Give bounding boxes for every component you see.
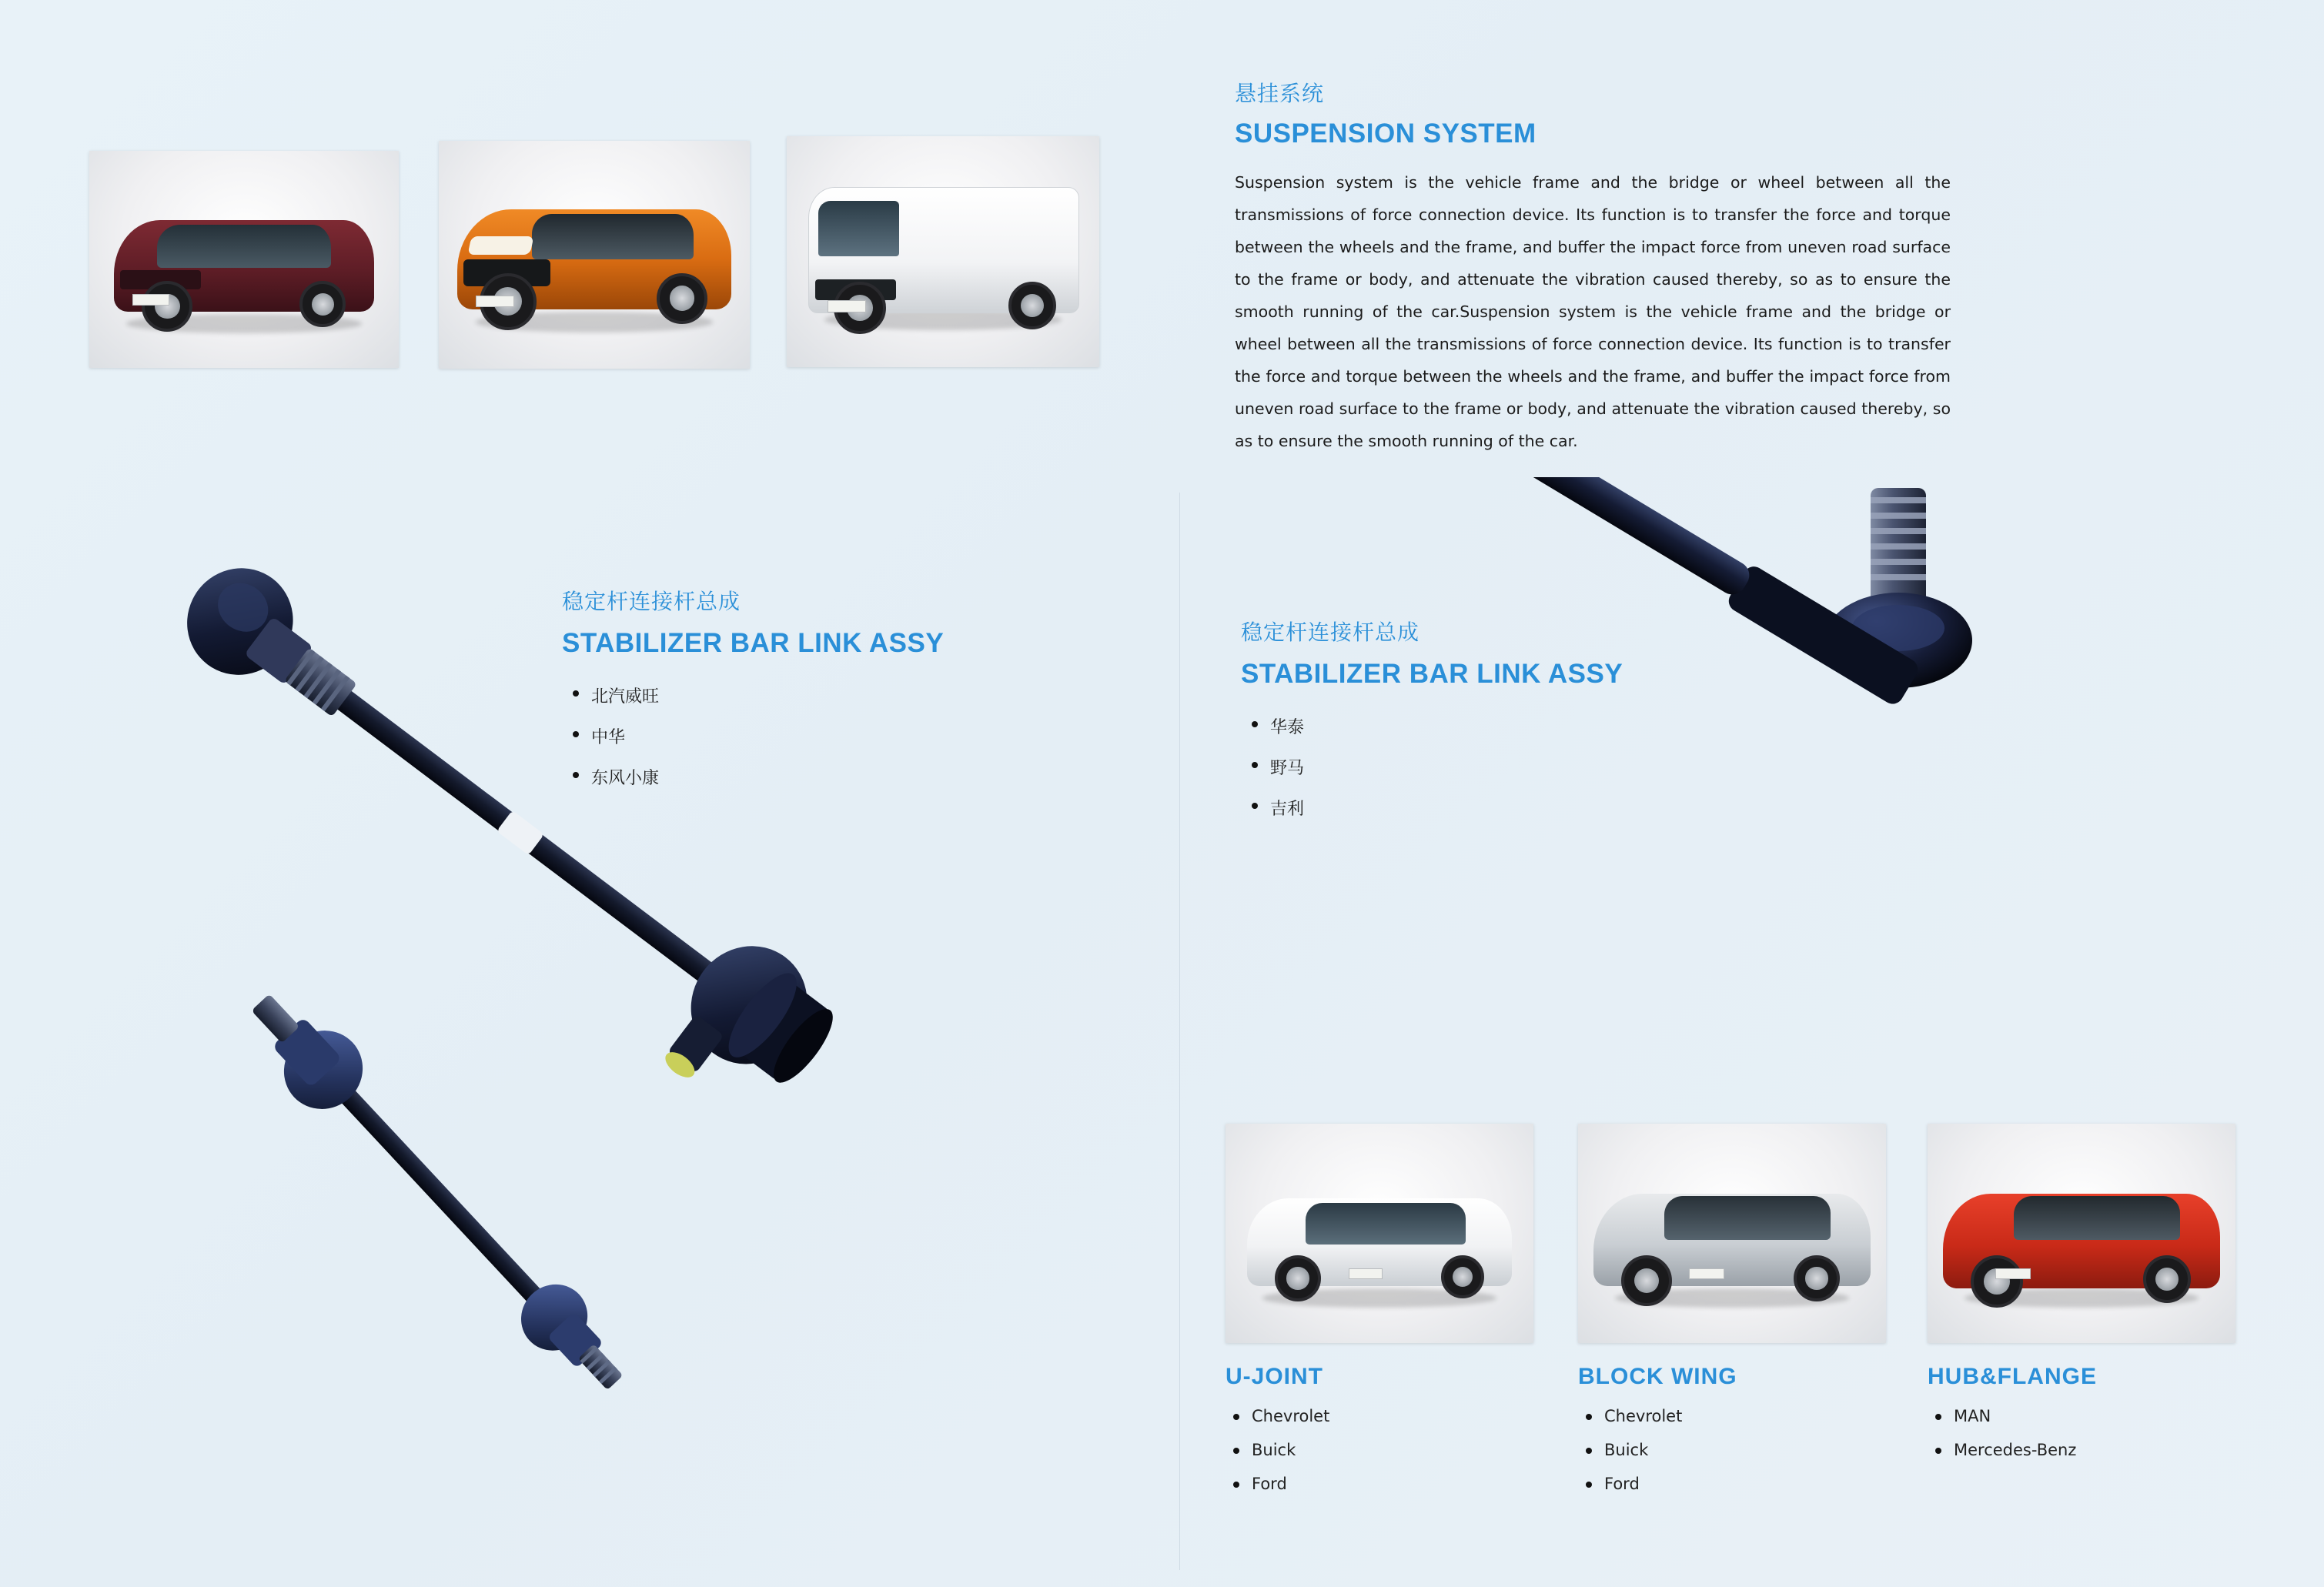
u-joint-brand-list: [1229, 1407, 1533, 1493]
right-product-section: [1241, 616, 1703, 837]
left-product-cn-title: 稳定杆连接杆总成: [562, 589, 741, 614]
list-item: 东风小康: [568, 765, 1039, 789]
photo-background: [1928, 1124, 2235, 1343]
bottom-card-u-joint: [1226, 1364, 1533, 1508]
column-divider: [1179, 493, 1180, 1570]
bottom-card-title: BLOCK WING: [1578, 1364, 1737, 1389]
list-item: Chevrolet: [1229, 1407, 1533, 1425]
red-suv-windshield: [2014, 1196, 2180, 1240]
red-suv-plate: [1995, 1268, 2031, 1279]
hatchback-front-wheel: [1275, 1255, 1321, 1301]
left-product-en-title: STABILIZER BAR LINK ASSY: [562, 628, 945, 658]
photo-background: [1578, 1124, 1886, 1343]
silver-suv-rear-wheel: [1794, 1255, 1840, 1301]
list-item: 吉利: [1247, 796, 1703, 820]
mpv-windshield: [157, 225, 330, 268]
mpv-plate: [132, 294, 169, 306]
photo-background: [787, 136, 1099, 367]
list-item: Ford: [1229, 1475, 1533, 1493]
suspension-en-title: SUSPENSION SYSTEM: [1235, 119, 1537, 149]
red-suv-photo: [1928, 1124, 2235, 1343]
white-van-photo: [787, 136, 1099, 367]
list-item: 北汽威旺: [568, 683, 1039, 707]
van-plate: [828, 300, 866, 312]
bottom-card-block-wing: [1578, 1364, 1886, 1508]
list-item: Mercedes-Benz: [1931, 1441, 2251, 1459]
hatchback-windshield: [1306, 1203, 1466, 1245]
hatchback-plate: [1349, 1268, 1383, 1279]
list-item: Chevrolet: [1581, 1407, 1886, 1425]
maroon-mpv-photo: [89, 151, 399, 368]
silver-suv-plate: [1689, 1268, 1724, 1279]
hatchback-rear-wheel: [1441, 1255, 1484, 1298]
suspension-cn-title: 悬挂系统: [1235, 81, 1325, 106]
list-item: Ford: [1581, 1475, 1886, 1493]
suv-windshield: [532, 214, 694, 259]
photo-background: [89, 151, 399, 368]
silver-suv-windshield: [1664, 1196, 1831, 1240]
suv-headlight: [468, 236, 534, 255]
right-product-brand-list: [1247, 714, 1703, 820]
list-item: Buick: [1229, 1441, 1533, 1459]
list-item: 华泰: [1247, 714, 1703, 738]
silver-suv-photo: [1578, 1124, 1886, 1343]
right-product-cn-title: 稳定杆连接杆总成: [1241, 620, 1420, 645]
left-product-brand-list: [568, 683, 1039, 789]
red-suv-front-wheel: [1971, 1255, 2023, 1308]
white-hatchback-photo: [1226, 1124, 1533, 1343]
list-item: Buick: [1581, 1441, 1886, 1459]
suv-plate: [476, 296, 514, 307]
block-wing-brand-list: [1581, 1407, 1886, 1493]
orange-suv-photo: [439, 141, 750, 369]
van-rear-wheel: [1008, 282, 1056, 329]
suv-rear-wheel: [657, 273, 707, 324]
bottom-card-title: U-JOINT: [1226, 1364, 1323, 1389]
van-windshield: [818, 201, 900, 256]
list-item: MAN: [1931, 1407, 2251, 1425]
list-item: 中华: [568, 724, 1039, 748]
right-product-en-title: STABILIZER BAR LINK ASSY: [1241, 659, 1623, 689]
suspension-section: [1235, 77, 1966, 457]
list-item: 野马: [1247, 755, 1703, 779]
photo-background: [439, 141, 750, 369]
silver-suv-front-wheel: [1621, 1255, 1672, 1306]
red-suv-rear-wheel: [2143, 1255, 2191, 1303]
photo-background: [1226, 1124, 1533, 1343]
bottom-card-title: HUB&FLANGE: [1928, 1364, 2097, 1389]
hub-flange-brand-list: [1931, 1407, 2251, 1459]
suspension-paragraph: Suspension system is the vehicle frame and the bridge or wheel between all the transmissions of force connection device. Its function is to transfer the force and torque between the wheels and the frame, and buffer the impact force from uneven road surface to the frame or body, and attenuate the vibration caused thereby, so as to ensure the smooth running of the car.Suspension system is the vehicle frame and the bridge or wheel between all the transmissions of force connection device. Its function is to transfer the force and torque between the wheels and the frame, and buffer the impact force from uneven road surface to the frame or body, and attenuate the vibration caused thereby, so as to ensure the smooth running of the car.: [1235, 173, 1951, 450]
bottom-card-hub-flange: [1928, 1364, 2251, 1475]
left-product-section: [562, 585, 1039, 806]
